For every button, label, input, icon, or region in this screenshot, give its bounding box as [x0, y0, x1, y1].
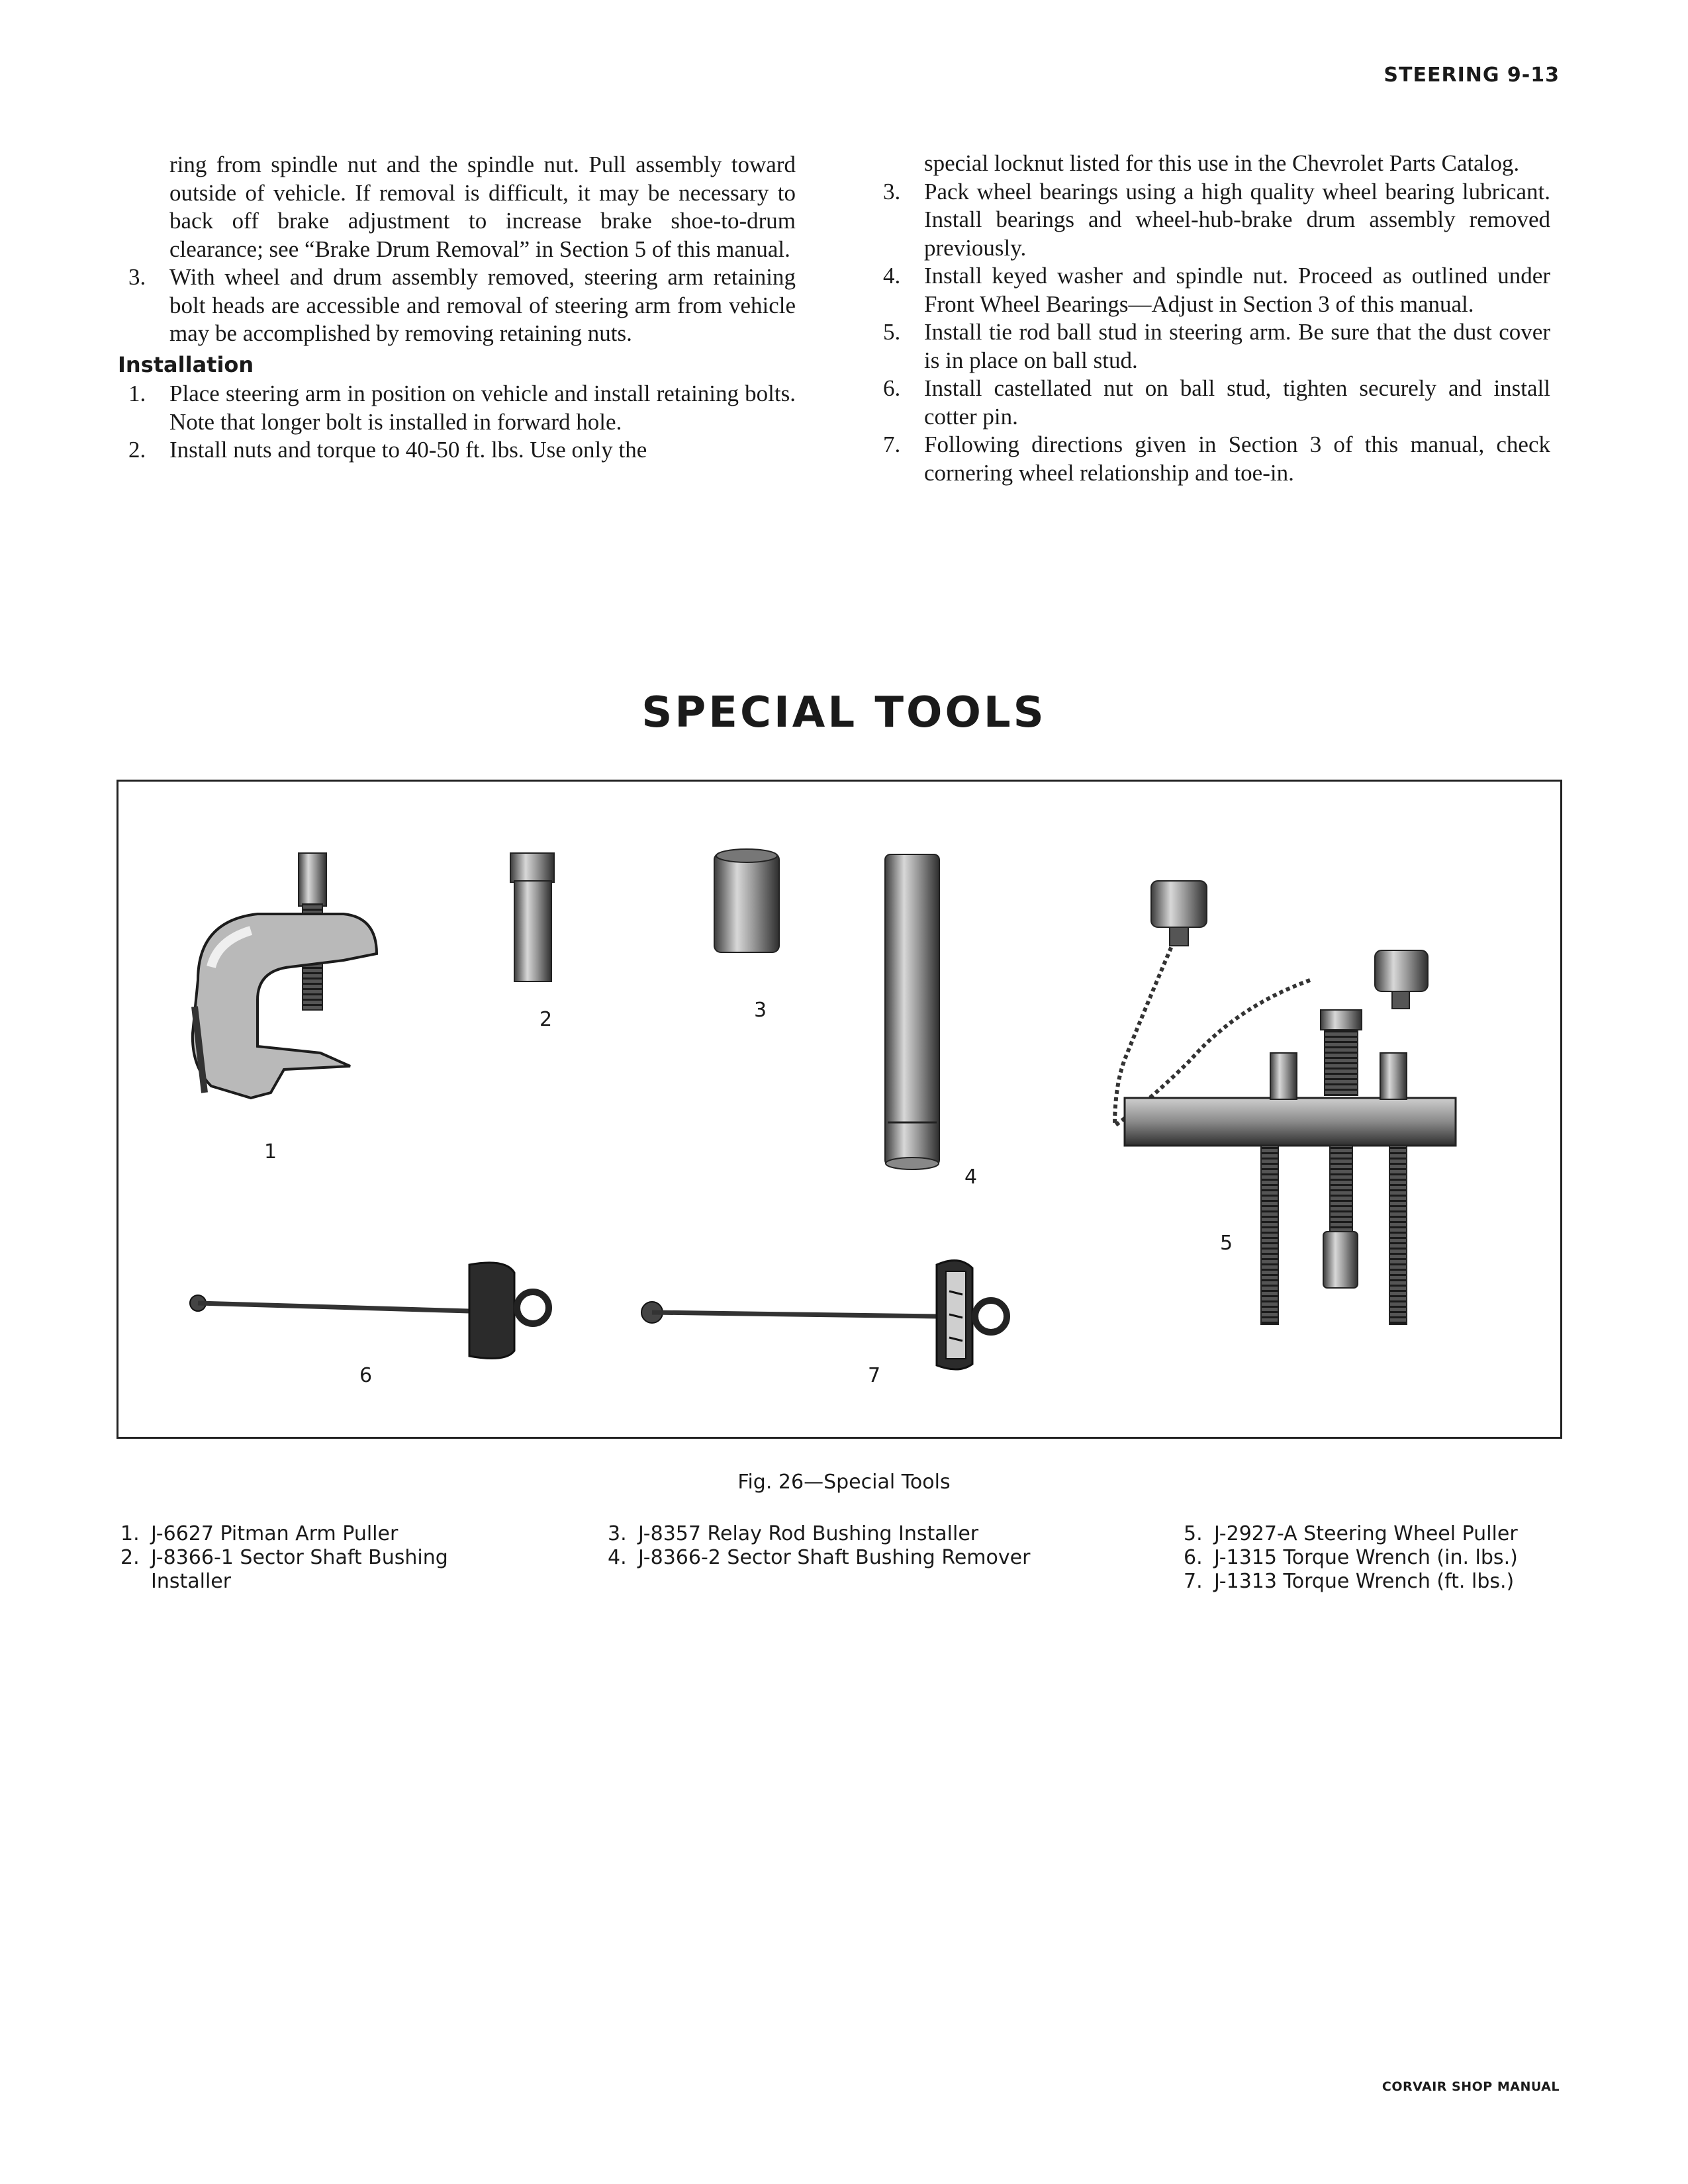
tool-list-item [120, 1546, 491, 1594]
tool-list-item [1184, 1546, 1581, 1570]
special-tools-figure [117, 780, 1562, 1439]
step-number: 2. [128, 437, 146, 463]
tool-list-item [1184, 1522, 1581, 1546]
tool-list-number: 1. [120, 1522, 140, 1545]
step-number: 1. [128, 381, 146, 406]
relay-rod-bushing-installer-image [714, 849, 779, 952]
step-text: Place steering arm in position on vehicle and install retaining bolts. Note that longer bolt is installed in forward hole. [169, 381, 796, 435]
step-text: Install nuts and torque to 40-50 ft. lbs. Use only the [169, 437, 647, 463]
tool-list-text: J-8366-1 Sector Shaft Bushing Installer [151, 1546, 448, 1593]
step-text: Install tie rod ball stud in steering arm. Be sure that the dust cover is in place on ball stud. [924, 319, 1550, 373]
installation-step-6 [872, 375, 1550, 431]
installation-step-5 [872, 318, 1550, 375]
tool-list-text: J-1315 Torque Wrench (in. lbs.) [1214, 1546, 1518, 1569]
tool-list-text: J-1313 Torque Wrench (ft. lbs.) [1214, 1570, 1515, 1593]
installation-heading: Installation [118, 351, 254, 377]
tool-list-number: 2. [120, 1546, 140, 1569]
tool-label-2: 2 [539, 1008, 553, 1031]
tool-label-5: 5 [1220, 1232, 1233, 1255]
tool-list-item [608, 1522, 1031, 1546]
torque-wrench-ft-lbs-image [641, 1261, 1007, 1369]
tool-label-3: 3 [754, 999, 767, 1022]
installation-step-7 [872, 431, 1550, 487]
tool-list-text: J-2927-A Steering Wheel Puller [1214, 1522, 1518, 1545]
tool-list-text: J-6627 Pitman Arm Puller [151, 1522, 399, 1545]
tool-list-item [608, 1546, 1031, 1570]
tools-list-column-1 [120, 1522, 491, 1594]
tool-list-number: 6. [1184, 1546, 1203, 1569]
tool-list-item [1184, 1570, 1581, 1594]
tool-list-text: J-8357 Relay Rod Bushing Installer [638, 1522, 979, 1545]
right-column [872, 150, 1550, 487]
tool-label-6: 6 [359, 1364, 373, 1387]
installation-step-2 [118, 436, 796, 465]
tool-list-number: 5. [1184, 1522, 1203, 1545]
step-text: Following directions given in Section 3 of this manual, check cornering wheel relationship and toe-in. [924, 432, 1550, 486]
step-text: Install castellated nut on ball stud, tighten securely and install cotter pin. [924, 375, 1550, 430]
step-text: With wheel and drum assembly removed, steering arm retaining bolt heads are accessible and removal of steering arm from vehicle may be accomplished by removing retaining nuts. [169, 264, 796, 346]
installation-step-1 [118, 380, 796, 436]
step-number: 5. [883, 319, 901, 345]
right-intro-paragraph: special locknut listed for this use in the Chevrolet Parts Catalog. [924, 150, 1520, 176]
step-number: 3. [883, 178, 901, 205]
torque-wrench-in-lbs-image [190, 1263, 549, 1359]
tool-list-item [120, 1522, 491, 1546]
figure-caption: Fig. 26—Special Tools [737, 1471, 951, 1494]
installation-step-4 [872, 262, 1550, 318]
step-number: 6. [883, 375, 901, 401]
steering-wheel-puller-image [1115, 881, 1456, 1324]
tool-list-number: 4. [608, 1546, 627, 1569]
left-column [118, 151, 796, 465]
sector-shaft-bushing-installer-image [510, 853, 554, 981]
running-head: STEERING 9-13 [1383, 64, 1560, 87]
footer-manual-title: CORVAIR SHOP MANUAL [1382, 2079, 1560, 2094]
left-intro-paragraph: ring from spindle nut and the spindle nut. Pull assembly toward outside of vehicle. If removal is difficult, it may be necessary to back off brake adjustment to increase brake shoe-to-drum clearance; see “Brake Drum Removal” in Section 5 of this manual. [169, 152, 796, 262]
step-text: Install keyed washer and spindle nut. Proceed as outlined under Front Wheel Bearings—Adjust in Section 3 of this manual. [924, 263, 1550, 317]
tool-label-7: 7 [868, 1364, 881, 1387]
pitman-arm-puller-image [193, 853, 377, 1098]
step-text: Pack wheel bearings using a high quality wheel bearing lubricant. Install bearings and wheel-hub-brake drum assembly removed previously. [924, 178, 1550, 261]
tools-illustration [118, 782, 1560, 1437]
sector-shaft-bushing-remover-image [885, 854, 939, 1169]
tools-list-column-3 [1184, 1522, 1581, 1594]
section-title: SPECIAL TOOLS [641, 688, 1047, 737]
tool-label-1: 1 [264, 1140, 277, 1163]
tool-list-number: 3. [608, 1522, 627, 1545]
tool-list-text: J-8366-2 Sector Shaft Bushing Remover [638, 1546, 1031, 1569]
tools-list-column-2 [608, 1522, 1031, 1570]
step-number: 3. [128, 264, 146, 290]
installation-step-3 [872, 178, 1550, 263]
tool-list-number: 7. [1184, 1570, 1203, 1593]
step-number: 4. [883, 263, 901, 289]
removal-step-3 [118, 263, 796, 348]
tool-label-4: 4 [964, 1165, 978, 1189]
step-number: 7. [883, 432, 901, 457]
